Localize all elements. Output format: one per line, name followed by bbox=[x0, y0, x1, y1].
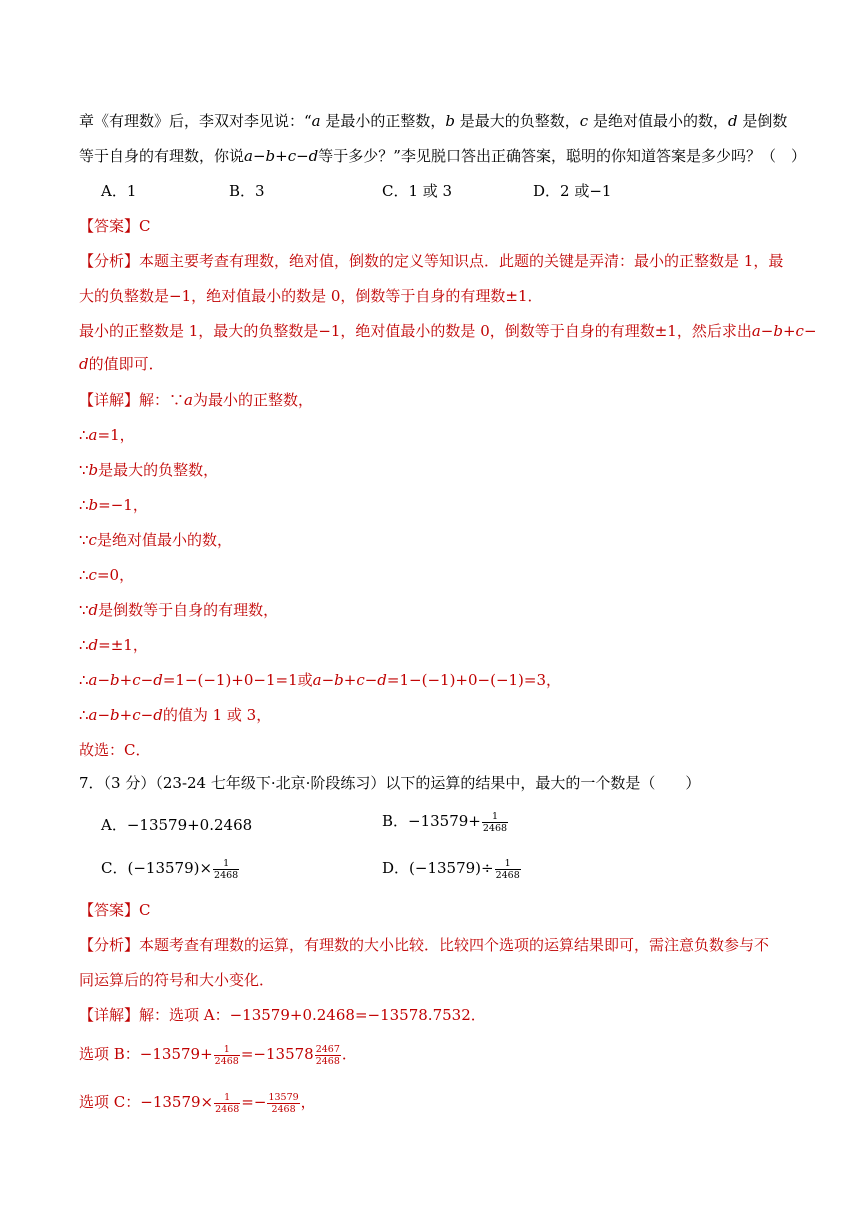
q6-detail-line-8 bbox=[79, 634, 148, 656]
var: d bbox=[727, 112, 738, 130]
fraction bbox=[214, 1092, 240, 1115]
text: =−13578 bbox=[240, 1045, 314, 1063]
q6-detail-line-5 bbox=[79, 529, 232, 551]
q6-detail-line-1 bbox=[79, 389, 313, 411]
numerator: 1 bbox=[495, 858, 521, 870]
symbol: ∵ bbox=[79, 531, 89, 549]
q7-analysis-line-2: 同运算后的符号和大小变化． bbox=[79, 971, 275, 989]
q7-detail-line-1: 【详解】解：选项 A：−13579+0.2468=−13578.7532． bbox=[79, 1006, 486, 1024]
var: c bbox=[88, 531, 97, 549]
q6-detail-line-7 bbox=[79, 599, 278, 621]
symbol: ∴ bbox=[79, 496, 89, 514]
text: =1−(−1)+0−(−1)=3， bbox=[386, 671, 562, 689]
expr: a−b+c−d bbox=[312, 671, 387, 689]
q7-option-a: A．−13579+0.2468 bbox=[101, 816, 253, 834]
q7-answer: 【答案】C bbox=[79, 901, 151, 919]
fraction bbox=[214, 1044, 240, 1067]
q6-option-d: D．2 或−1 bbox=[533, 182, 612, 200]
q6-detail-line-6 bbox=[79, 564, 134, 586]
q6-detail-line-2 bbox=[79, 424, 135, 446]
fraction bbox=[213, 858, 239, 881]
q6-detail-line-10 bbox=[79, 704, 271, 726]
symbol: ∴ bbox=[79, 426, 89, 444]
var: b bbox=[88, 496, 99, 514]
text: 最小的正整数是 1，最大的负整数是−1，绝对值最小的数是 0，倒数等于自身的有理数±1，然后求出 bbox=[79, 322, 752, 340]
text: 章《有理数》后，李双对李见说：“ bbox=[79, 112, 312, 130]
q6-stem-line-1 bbox=[79, 110, 787, 132]
var: a bbox=[311, 112, 321, 130]
text: 【详解】解： bbox=[79, 391, 170, 409]
q6-detail-line-4 bbox=[79, 494, 148, 516]
denominator: 2468 bbox=[482, 822, 508, 834]
expr: a−b+c−d bbox=[244, 147, 319, 165]
text: 是绝对值最小的数， bbox=[588, 112, 728, 130]
q6-detail-line-9 bbox=[79, 669, 561, 691]
fraction bbox=[315, 1044, 341, 1067]
q7-detail-line-3 bbox=[79, 1091, 316, 1115]
symbol: ∴ bbox=[79, 671, 89, 689]
expr: a−b+c− bbox=[751, 322, 817, 340]
text: =±1， bbox=[98, 636, 148, 654]
symbol: ∴ bbox=[79, 706, 89, 724]
text: 是最大的负整数， bbox=[98, 461, 219, 479]
var: d bbox=[88, 601, 99, 619]
numerator: 1 bbox=[214, 1092, 240, 1104]
symbol: ∵ bbox=[79, 601, 89, 619]
numerator: 1 bbox=[214, 1044, 240, 1056]
text: 是倒数 bbox=[737, 112, 788, 130]
text: =1， bbox=[97, 426, 135, 444]
var: c bbox=[88, 566, 97, 584]
var: a bbox=[184, 391, 193, 409]
q7-detail-line-2 bbox=[79, 1043, 357, 1067]
numerator: 13579 bbox=[268, 1091, 299, 1103]
text: 是最小的正整数， bbox=[320, 112, 446, 130]
numerator: 1 bbox=[482, 811, 508, 823]
denominator: 2468 bbox=[215, 1103, 240, 1115]
text: C．(−13579)× bbox=[101, 859, 213, 877]
var: d bbox=[79, 355, 89, 373]
var: b bbox=[445, 112, 456, 130]
expr: a−b+c−d bbox=[88, 671, 163, 689]
denominator: 2468 bbox=[315, 1055, 340, 1067]
denominator: 2468 bbox=[214, 869, 239, 881]
var: c bbox=[579, 112, 589, 130]
q6-option-b: B．3 bbox=[229, 182, 265, 200]
text: B．−13579+ bbox=[382, 812, 481, 830]
q7-analysis-line-1: 【分析】本题考查有理数的运算，有理数的大小比较．比较四个选项的运算结果即可，需注意负数参与不 bbox=[79, 936, 770, 954]
expr: a−b+c−d bbox=[88, 706, 163, 724]
text: =− bbox=[241, 1093, 267, 1111]
text: 选项 C：−13579× bbox=[79, 1093, 214, 1111]
q7-option-c bbox=[101, 857, 240, 881]
q6-option-c: C．1 或 3 bbox=[382, 182, 453, 200]
q6-option-a: A．1 bbox=[101, 182, 137, 200]
q6-answer: 【答案】C bbox=[79, 217, 151, 235]
denominator: 2468 bbox=[271, 1103, 296, 1115]
fraction bbox=[495, 858, 521, 881]
text: 是倒数等于自身的有理数， bbox=[98, 601, 279, 619]
text: ， bbox=[300, 1093, 316, 1111]
q6-choose: 故选：C． bbox=[79, 741, 151, 759]
var: a bbox=[88, 426, 98, 444]
fraction bbox=[482, 811, 508, 834]
numerator: 1 bbox=[213, 858, 239, 870]
q6-stem-line-2 bbox=[79, 145, 806, 167]
var: d bbox=[88, 636, 99, 654]
q7-option-b bbox=[382, 810, 509, 834]
text: ． bbox=[341, 1045, 357, 1063]
var: b bbox=[88, 461, 99, 479]
text: 的值为 1 或 3， bbox=[162, 706, 272, 724]
symbol: ∴ bbox=[79, 566, 89, 584]
text: 是绝对值最小的数， bbox=[96, 531, 232, 549]
q6-analysis-line-4 bbox=[79, 353, 164, 375]
text: 的值即可． bbox=[88, 355, 164, 373]
symbol: ∵ bbox=[79, 461, 89, 479]
text: 为最小的正整数， bbox=[192, 391, 313, 409]
denominator: 2468 bbox=[214, 1055, 239, 1067]
text: 选项 B：−13579+ bbox=[79, 1045, 213, 1063]
q6-analysis-line-3 bbox=[79, 320, 817, 342]
fraction bbox=[267, 1092, 299, 1115]
symbol: ∵ bbox=[169, 391, 185, 409]
symbol: ∴ bbox=[79, 636, 89, 654]
q6-analysis-line-2: 大的负整数是−1，绝对值最小的数是 0，倒数等于自身的有理数±1． bbox=[79, 287, 543, 305]
text: 是最大的负整数， bbox=[455, 112, 580, 130]
text: D．(−13579)÷ bbox=[382, 859, 494, 877]
text: =−1， bbox=[98, 496, 148, 514]
q7-stem: 7．（3 分）（23-24 七年级下·北京·阶段练习）以下的运算的结果中，最大的一个数是（ ） bbox=[79, 774, 701, 792]
q6-detail-line-3 bbox=[79, 459, 218, 481]
text: =1−(−1)+0−1=1或 bbox=[162, 671, 313, 689]
numerator: 2467 bbox=[315, 1043, 340, 1055]
q6-analysis-line-1: 【分析】本题主要考查有理数，绝对值，倒数的定义等知识点．此题的关键是弄清：最小的正整数是 1，最 bbox=[79, 252, 784, 270]
text: 等于自身的有理数，你说 bbox=[79, 147, 245, 165]
text: =0， bbox=[96, 566, 135, 584]
text: 等于多少？”李见脱口答出正确答案，聪明的你知道答案是多少吗？（ ） bbox=[318, 147, 806, 165]
denominator: 2468 bbox=[495, 869, 520, 881]
q7-option-d bbox=[382, 857, 522, 881]
